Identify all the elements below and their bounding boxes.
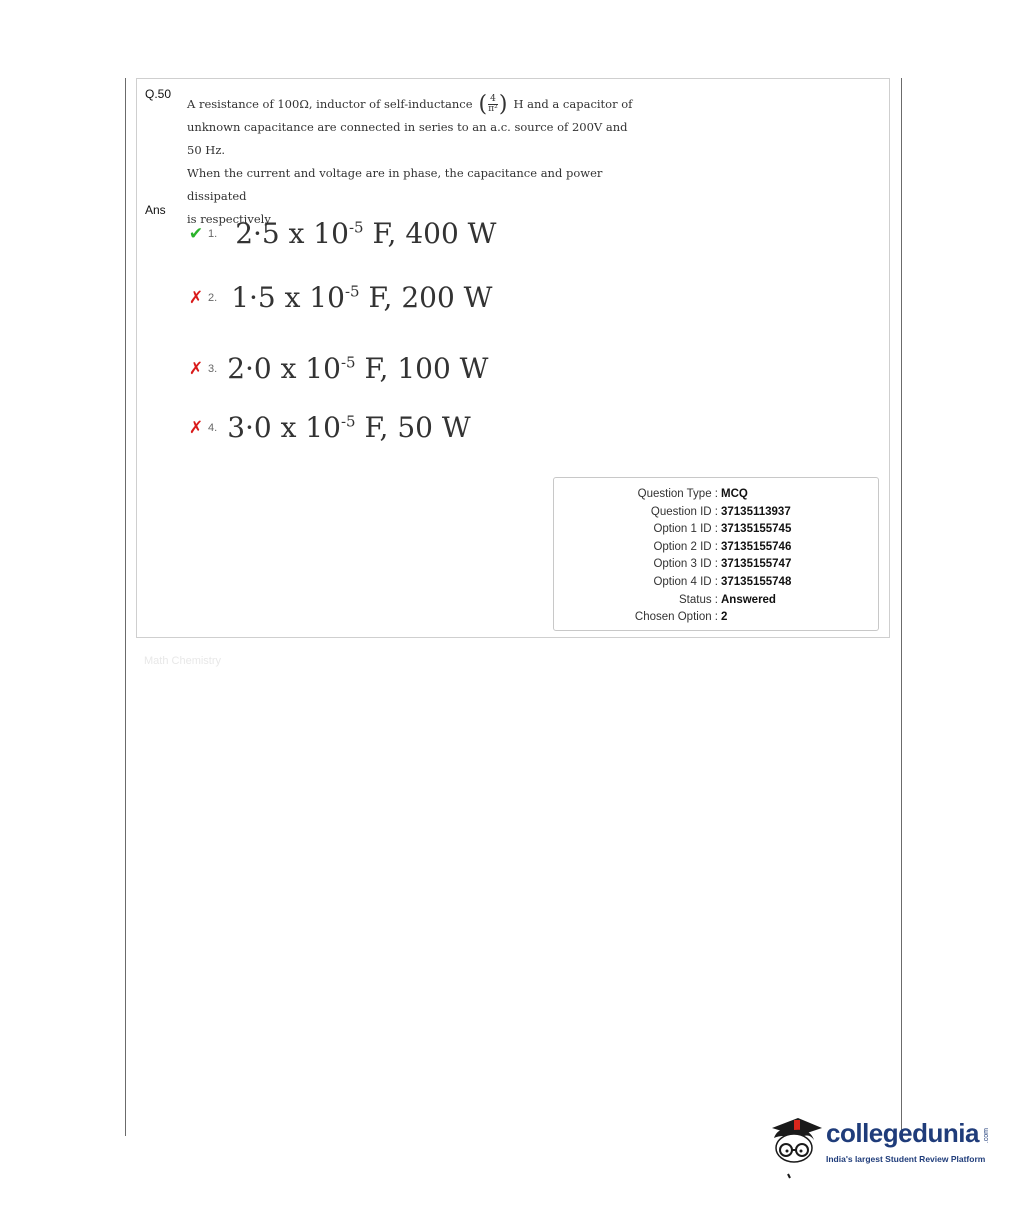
- option-1: [187, 217, 496, 250]
- cross-icon: ✗: [188, 287, 204, 307]
- inductance-fraction: ( $\frac{4}{\text{π²}}$ ): [478, 91, 508, 117]
- fraction-numerator: 4: [490, 94, 496, 104]
- question-panel: [136, 78, 890, 638]
- option-4: [187, 411, 471, 444]
- option-number: 3.: [208, 362, 218, 375]
- cross-icon: ✗: [188, 417, 204, 437]
- meta-row: Option 1 ID : 37135155745: [653, 523, 792, 536]
- question-line1-before: A resistance of 100Ω, inductor of self-inductance: [187, 97, 473, 111]
- option-text: 3·0 x $10^{-5}$ F, 50 W: [227, 411, 471, 444]
- meta-row: Question ID : 37135113937: [650, 505, 791, 518]
- option-text: 2·0 x $10^{-5}$ F, 100 W: [227, 352, 489, 385]
- option-number: 1.: [208, 227, 218, 240]
- fraction-denominator: π²: [488, 104, 498, 114]
- meta-row: Question Type : MCQ: [637, 488, 748, 500]
- check-icon: ✔: [188, 223, 204, 243]
- question-line2: unknown capacitance are connected in series to an a.c. source of 200V and 50 Hz.: [187, 120, 628, 157]
- option-text: 2·5 x $10^{-5}$ F, 400 W: [235, 217, 497, 250]
- meta-row: Option 2 ID : 37135155746: [653, 540, 792, 553]
- meta-row: Option 3 ID : 37135155747: [653, 558, 792, 571]
- option-number: 2.: [208, 291, 218, 304]
- question-metadata-panel: [553, 477, 879, 631]
- collegedunia-logo: [764, 1104, 1004, 1184]
- option-2: [187, 281, 492, 314]
- question-text: [187, 93, 642, 231]
- question-line4: is respectively: [187, 212, 271, 226]
- logo-wordmark: collegedunia: [826, 1118, 979, 1148]
- logo-dotcom: .com: [983, 1128, 990, 1144]
- meta-row: Chosen Option : 2: [634, 611, 728, 624]
- question-line1-after: H and a capacitor of: [513, 97, 633, 111]
- meta-row: Status : Answered: [679, 593, 776, 606]
- question-number: Q.50: [145, 87, 172, 101]
- answer-label: Ans: [145, 203, 166, 217]
- faded-section-label: Math Chemistry: [144, 655, 222, 667]
- option-text: 1·5 x $10^{-5}$ F, 200 W: [231, 281, 493, 314]
- cross-icon: ✗: [188, 358, 204, 378]
- meta-row: Option 4 ID : 37135155748: [653, 575, 792, 588]
- logo-tagline: India's largest Student Review Platform: [826, 1154, 986, 1164]
- mascot-icon: [764, 1104, 826, 1184]
- question-line3: When the current and voltage are in phase, the capacitance and power dissipated: [187, 166, 603, 203]
- page-border-left: [125, 78, 126, 1136]
- page-border-right: [901, 78, 902, 1136]
- option-3: [187, 352, 488, 385]
- option-number: 4.: [208, 421, 218, 434]
